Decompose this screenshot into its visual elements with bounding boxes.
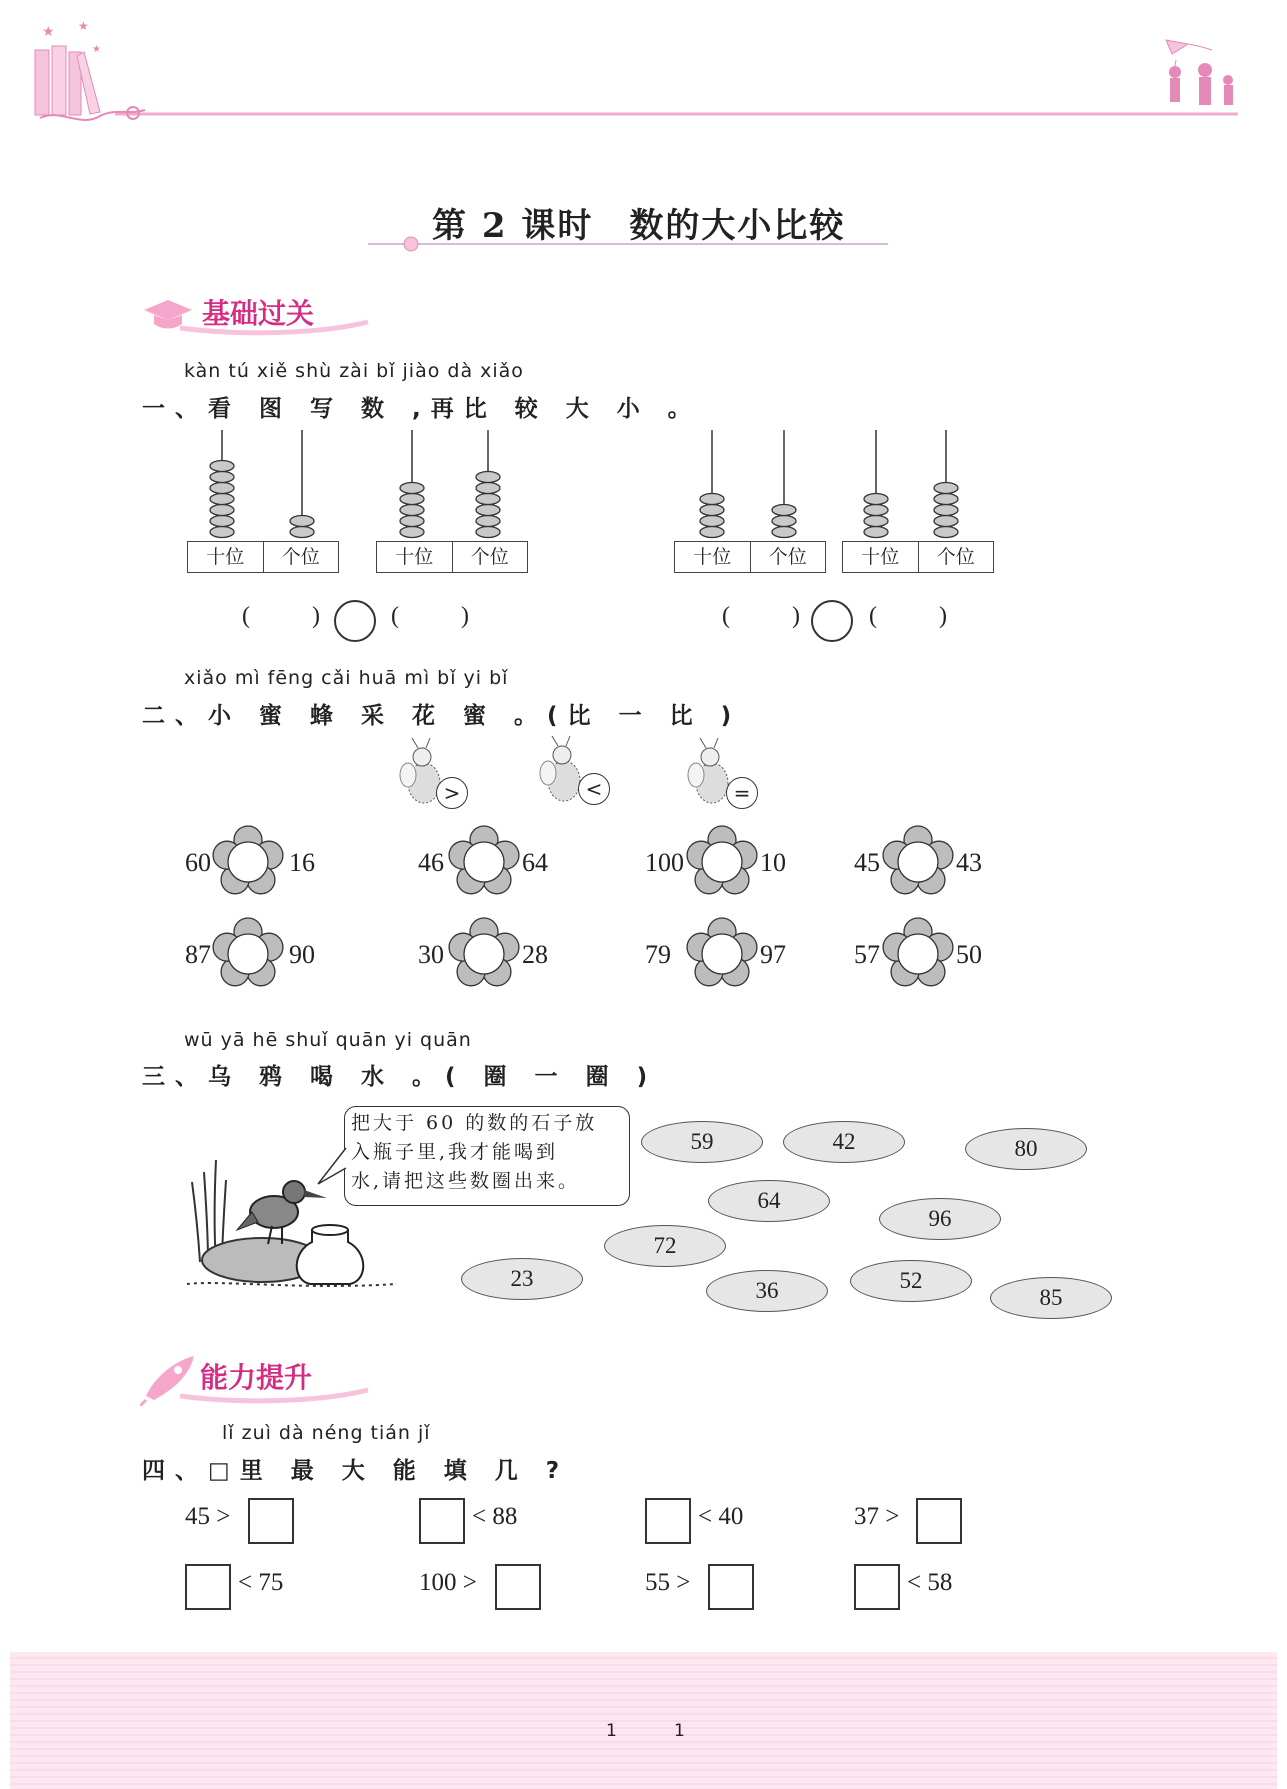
tens-label: 十位 [188, 542, 264, 572]
answer-box[interactable] [419, 1498, 465, 1544]
stone[interactable]: 23 [461, 1258, 583, 1300]
compare-right-number: 64 [522, 848, 548, 877]
compare-left-number: 45 [854, 848, 880, 877]
q3-text: 三、乌 鸦 喝 水 。( 圈 一 圈 ) [142, 1064, 658, 1090]
abacus-bead [934, 527, 958, 538]
abacus-bead [476, 505, 500, 516]
abacus-bead [400, 494, 424, 505]
bee-equal [686, 735, 758, 815]
flower-center[interactable] [228, 842, 268, 882]
answer-box[interactable] [854, 1564, 900, 1610]
stone[interactable]: 52 [850, 1260, 972, 1302]
abacus-bead [210, 494, 234, 505]
abacus-bead [700, 494, 724, 505]
svg-text:★: ★ [78, 19, 89, 33]
abacus-bead [400, 527, 424, 538]
flower-center[interactable] [702, 934, 742, 974]
compare-left-number: 100 [645, 848, 684, 877]
abacus-bead [476, 483, 500, 494]
place-label-4 [842, 541, 994, 573]
compare-left-number: 57 [854, 940, 880, 969]
answer-box[interactable] [495, 1564, 541, 1610]
ones-label: 个位 [281, 546, 320, 568]
q1-pinyin: kàn tú xiě shù zài bǐ jiào dà xiǎo [184, 360, 524, 382]
page-number-left: 1 [606, 1721, 617, 1741]
q2-pinyin: xiǎo mì fēng cǎi huā mì bǐ yi bǐ [184, 667, 509, 689]
speech-bubble [344, 1106, 630, 1206]
speech-bubble-tail [316, 1146, 348, 1188]
speech-line-1: 把大于 60 的数的石子放 [351, 1112, 598, 1134]
flower-center[interactable] [702, 842, 742, 882]
abacus-figures [180, 425, 1020, 545]
abacus-bead [476, 527, 500, 538]
compare-left-number: 30 [418, 940, 444, 969]
compare-left-number: 60 [185, 848, 211, 877]
q4-expr-right: < 75 [238, 1569, 284, 1596]
abacus-bead [700, 527, 724, 538]
footer-band [10, 1652, 1277, 1789]
abacus-bead [210, 461, 234, 472]
abacus-bead [700, 505, 724, 516]
answer-box[interactable] [645, 1498, 691, 1544]
abacus-bead [772, 516, 796, 527]
abacus-bead [772, 505, 796, 516]
abacus-bead [934, 494, 958, 505]
ones-label: 个位 [470, 546, 509, 568]
page-title: 第 2 课时 数的大小比较 [432, 206, 846, 246]
compare-right-number: 28 [522, 940, 548, 969]
abacus-bead [400, 516, 424, 527]
speech-line-3: 水,请把这些数圈出来。 [351, 1170, 581, 1192]
q4-expr-left: 55 > [645, 1569, 691, 1596]
q4-expr-right: < 40 [698, 1503, 744, 1530]
flower-compare-slot[interactable] [685, 917, 759, 991]
answer-box[interactable] [248, 1498, 294, 1544]
abacus-bead [210, 516, 234, 527]
abacus-bead [210, 472, 234, 483]
compare-circle[interactable] [334, 600, 376, 642]
answer-blank[interactable]: ( ) [869, 603, 947, 629]
svg-text:★: ★ [42, 24, 55, 40]
q4-pinyin: lǐ zuì dà néng tián jǐ [222, 1422, 431, 1444]
q4-text: 四、□里 最 大 能 填 几 ? [142, 1458, 570, 1484]
page-number-right: 1 [674, 1721, 685, 1741]
answer-blank[interactable]: ( ) [722, 603, 800, 629]
abacus-bead [772, 527, 796, 538]
bee-greater [398, 735, 468, 815]
abacus-bead [864, 516, 888, 527]
abacus-bead [934, 516, 958, 527]
section-header-ability [140, 1352, 370, 1406]
answer-box[interactable] [185, 1564, 231, 1610]
stone[interactable]: 80 [965, 1128, 1087, 1170]
flower-center[interactable] [898, 842, 938, 882]
compare-left-number: 46 [418, 848, 444, 877]
stone[interactable]: 72 [604, 1225, 726, 1267]
q1-text: 一、看 图 写 数 ,再比 较 大 小 。 [142, 396, 701, 422]
stone[interactable]: 59 [641, 1121, 763, 1163]
flower-center[interactable] [228, 934, 268, 974]
abacus-bead [864, 494, 888, 505]
q4-expr-right: < 58 [907, 1569, 953, 1596]
flower-compare-slot[interactable] [881, 825, 955, 899]
tens-label: 十位 [843, 542, 919, 572]
abacus-bead [400, 483, 424, 494]
q4-expr-left: 37 > [854, 1503, 900, 1530]
flower-center[interactable] [464, 842, 504, 882]
compare-right-number: 50 [956, 940, 982, 969]
stone[interactable]: 36 [706, 1270, 828, 1312]
abacus-bead [476, 516, 500, 527]
place-label-1 [187, 541, 339, 573]
flower-center[interactable] [898, 934, 938, 974]
compare-left-number: 79 [645, 940, 671, 969]
header-decoration [0, 0, 1287, 140]
abacus-bead [864, 527, 888, 538]
svg-text:★: ★ [92, 44, 101, 55]
ones-label: 个位 [768, 546, 807, 568]
compare-right-number: 97 [760, 940, 786, 969]
compare-left-number: 87 [185, 940, 211, 969]
compare-right-number: 43 [956, 848, 982, 877]
stone[interactable]: 42 [783, 1121, 905, 1163]
flower-center[interactable] [464, 934, 504, 974]
stone[interactable]: 85 [990, 1277, 1112, 1319]
section-title-ability: 能力提升 [200, 1361, 313, 1394]
answer-blank[interactable]: ( ) [391, 603, 469, 629]
flower-compare-slot[interactable] [447, 825, 521, 899]
compare-right-number: 16 [289, 848, 315, 877]
abacus-bead [400, 505, 424, 516]
stone[interactable]: 64 [708, 1180, 830, 1222]
abacus-bead [476, 494, 500, 505]
bee-less [538, 733, 608, 813]
q4-expr-right: < 88 [472, 1503, 518, 1530]
answer-box[interactable] [708, 1564, 754, 1610]
q3-pinyin: wū yā hē shuǐ quān yi quān [184, 1029, 472, 1051]
tens-label: 十位 [675, 542, 751, 572]
stone[interactable]: 96 [879, 1198, 1001, 1240]
flower-compare-slot[interactable] [881, 917, 955, 991]
sign-greater: > [436, 777, 468, 809]
answer-blank[interactable]: ( ) [242, 603, 320, 629]
flower-compare-slot[interactable] [685, 825, 759, 899]
compare-right-number: 90 [289, 940, 315, 969]
q4-expr-left: 100 > [419, 1569, 477, 1596]
abacus-bead [290, 527, 314, 538]
sign-equal: = [726, 777, 758, 809]
abacus-bead [210, 505, 234, 516]
ones-label: 个位 [936, 546, 975, 568]
abacus-bead [210, 483, 234, 494]
abacus-bead [290, 516, 314, 527]
compare-circle[interactable] [811, 600, 853, 642]
speech-line-2: 入瓶子里,我才能喝到 [351, 1141, 559, 1163]
sign-less: < [578, 773, 610, 805]
q4-expr-left: 45 > [185, 1503, 231, 1530]
abacus-bead [476, 472, 500, 483]
flower-compare-slot[interactable] [211, 917, 285, 991]
q2-text: 二、小 蜜 蜂 采 花 蜜 。(比 一 比 ) [142, 703, 742, 729]
abacus-bead [934, 483, 958, 494]
abacus-bead [210, 527, 234, 538]
section-header-basic [140, 288, 370, 338]
abacus-bead [700, 516, 724, 527]
abacus-bead [864, 505, 888, 516]
place-label-3 [674, 541, 826, 573]
compare-right-number: 10 [760, 848, 786, 877]
header-ornament [0, 0, 1287, 140]
section-title-basic: 基础过关 [202, 297, 315, 330]
place-label-2 [376, 541, 528, 573]
flower-compare-slot[interactable] [447, 917, 521, 991]
title-underline [368, 236, 888, 252]
tens-label: 十位 [377, 542, 453, 572]
answer-box[interactable] [916, 1498, 962, 1544]
abacus-bead [934, 505, 958, 516]
flower-compare-slot[interactable] [211, 825, 285, 899]
